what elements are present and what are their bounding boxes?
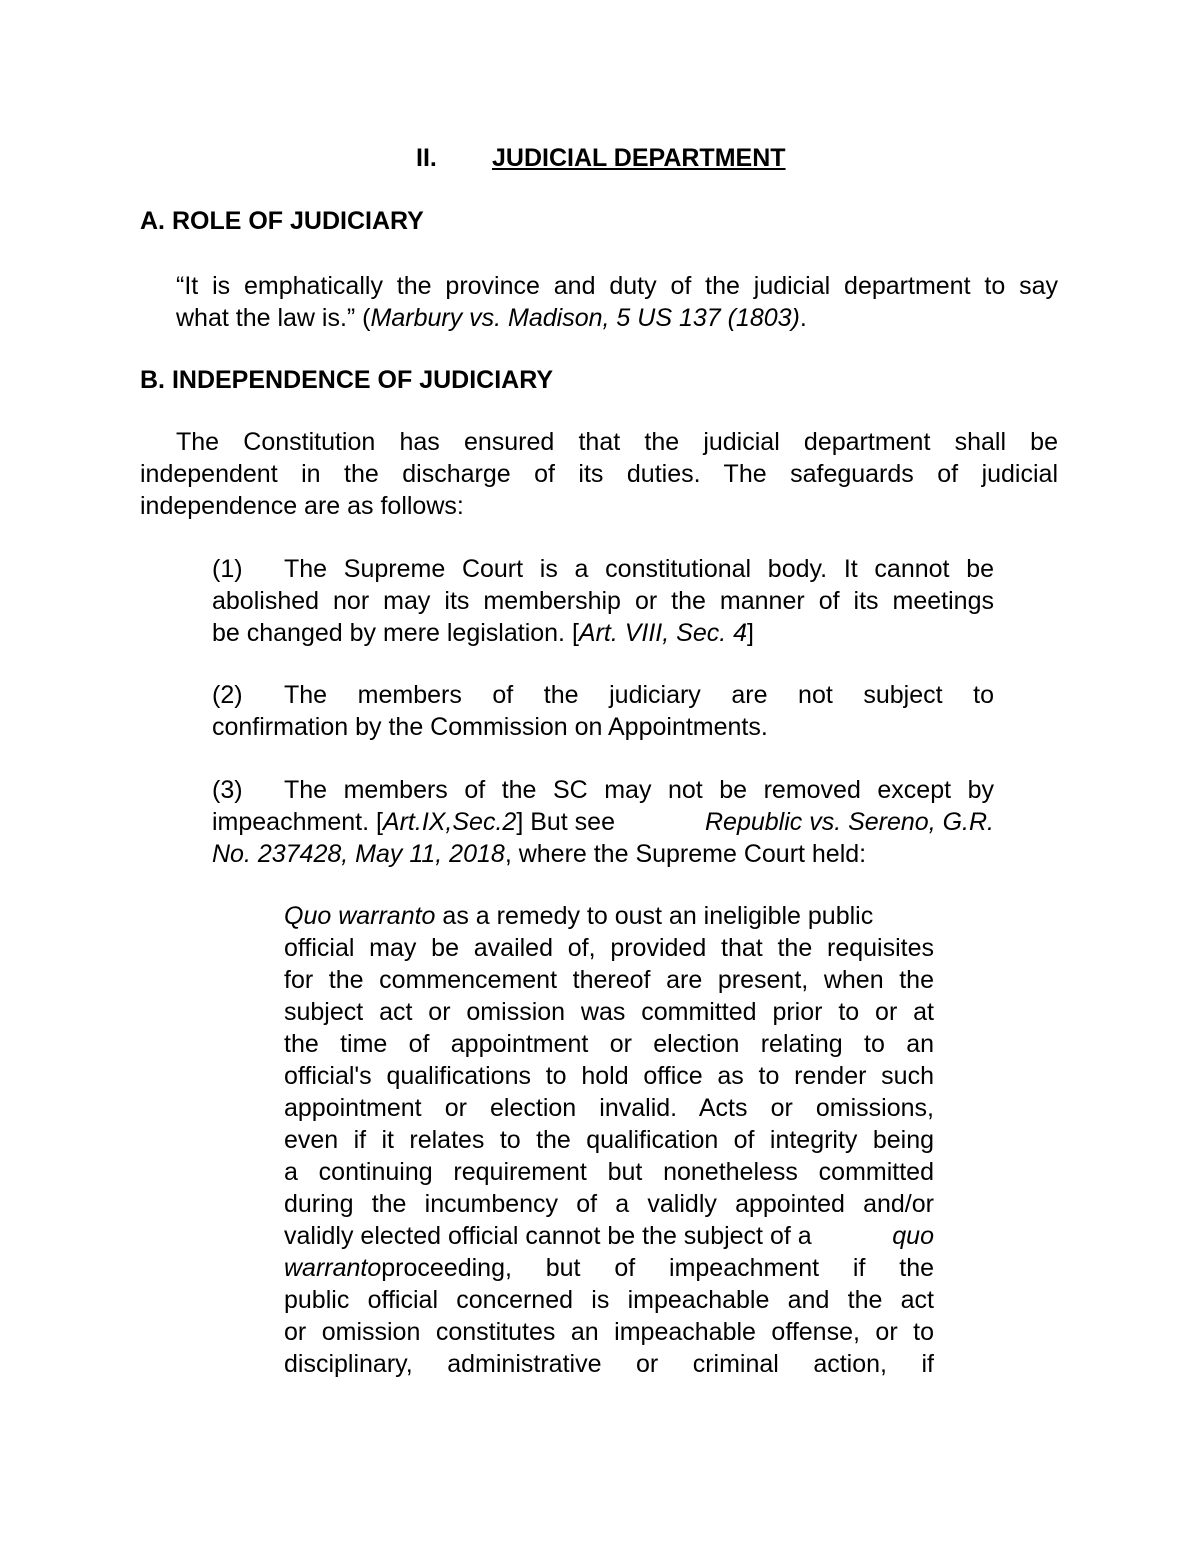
case-citation-continued: No. 237428, May 11, 2018 [212,840,505,868]
item-label: (3) [212,776,243,804]
latin-term: warranto [284,1254,382,1282]
case-citation: Marbury vs. Madison, 5 US 137 (1803) [370,304,800,332]
latin-term: quo [892,1222,934,1250]
list-item-2: (2) The members of the judiciary are not subject to confirmation by the Commission on Appointments. [212,681,994,741]
latin-term: Quo warranto [284,902,436,930]
list-item-1: (1) The Supreme Court is a constitutional body. It cannot be abolished nor may its membership or the manner of its meetings be changed by mere legislation. [Art. VIII, Sec. 4] [212,555,994,647]
citation: Art. VIII, Sec. 4 [578,619,748,647]
heading-independence-of-judiciary: B. INDEPENDENCE OF JUDICIARY [140,366,554,394]
case-citation: Republic vs. Sereno, G.R. [704,808,994,836]
item-label: (2) [212,681,243,709]
quote-line-2: what the law is.” (Marbury vs. Madison, 5 US 137 (1803). [176,304,807,332]
list-item-3: (3) The members of the SC may not be removed except by impeachment. [Art.IX,Sec.2] But see Republic vs. Sereno, G.R. No. 237428, May 11, 2018, where the Supreme Court held: [212,776,994,868]
quote-line-1: “It is emphatically the province and duty of the judicial department to say [176,272,1058,300]
intro-paragraph: The Constitution has ensured that the judicial department shall be independent in the discharge of its duties. The safeguards of judicial independence are as follows: [140,428,1058,520]
heading-role-of-judiciary: A. ROLE OF JUDICIARY [140,207,424,235]
section-number: II. [416,144,437,172]
item-label: (1) [212,555,243,583]
block-quote: Quo warranto as a remedy to oust an ineligible public official may be availed of, provided that the requisites for the commencement thereof are present, when the subject act or omission was committed prior to or at the time of appointment or election relating to an official's qualifications to hold office as to render such appointment or election invalid. Acts or omissions, even if it relates to the qualification of integrity being a continuing requirement but nonetheless committed during the incumbency of a validly appointed and/or validly elected official cannot be the subject of a quo warranto proceeding, but of impeachment if the public official concerned is impeachable and the act or omission constitutes an impeachable offense, or to disciplinary, administrative or criminal action, if [284,902,934,1378]
section-title [416,142,816,174]
section-title-text: JUDICIAL DEPARTMENT [492,144,786,172]
citation: Art.IX,Sec.2 [382,808,517,836]
